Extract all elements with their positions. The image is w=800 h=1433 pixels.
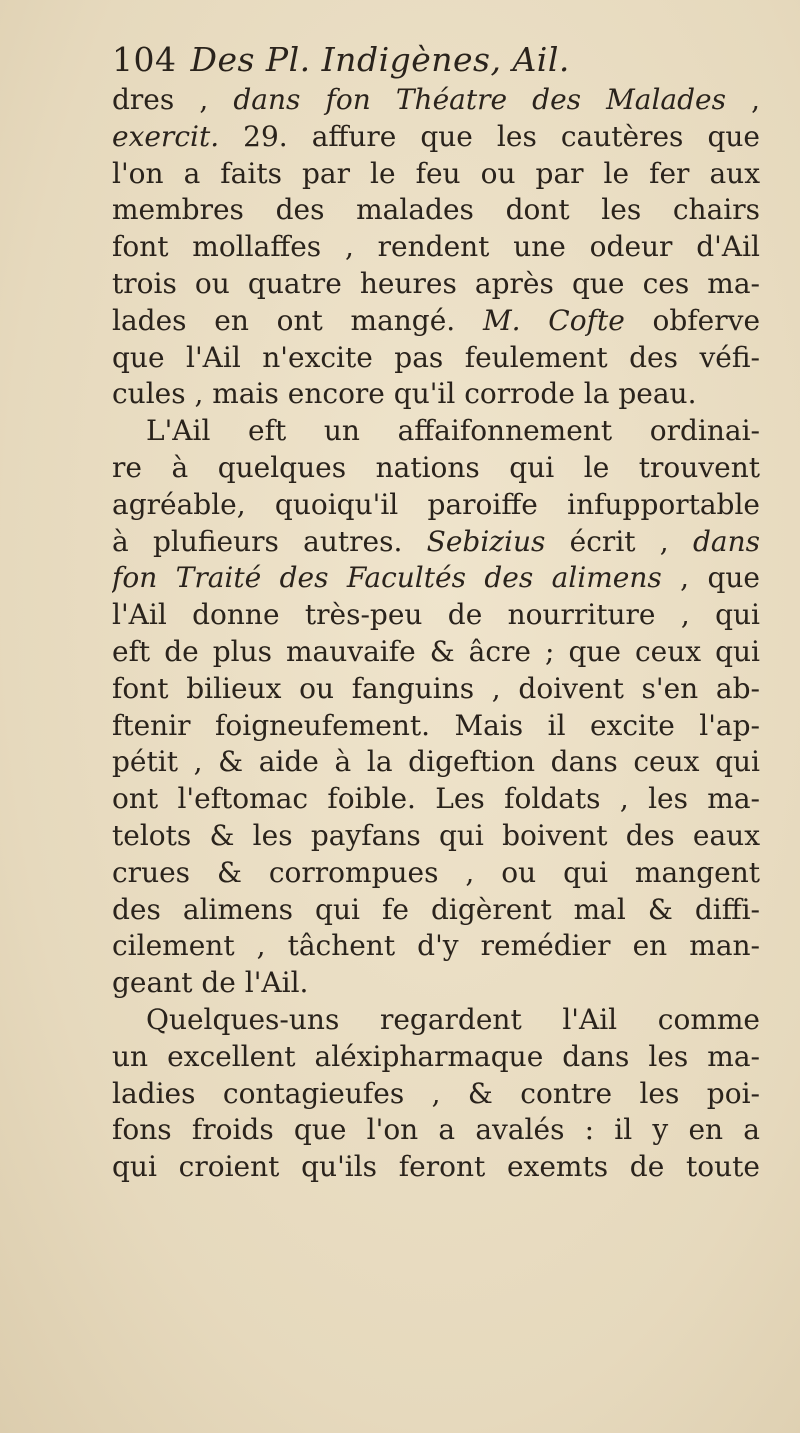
text-block — [112, 82, 760, 1186]
running-title: Des Pl. Indigènes, Ail. — [190, 40, 570, 79]
text-run: l'Ail donne très-peu de nourriture , qui — [112, 598, 760, 632]
text-line — [112, 671, 760, 708]
text-line — [112, 597, 760, 634]
text-line — [112, 928, 760, 965]
text-run: font mollaffes , rendent une odeur d'Ail — [112, 230, 760, 264]
text-line — [112, 1039, 760, 1076]
text-run: cules , mais encore qu'il corrode la peau. — [112, 377, 697, 411]
italic-text: fon Traité des Facultés des alimens — [112, 561, 662, 595]
text-line — [112, 413, 760, 450]
text-run: lades en ont mangé. — [112, 303, 483, 337]
text-line — [112, 1112, 760, 1149]
text-line — [112, 781, 760, 818]
text-line — [112, 266, 760, 303]
text-line — [112, 487, 760, 524]
text-line — [112, 855, 760, 892]
text-run: fons froids que l'on a avalés : il y en a — [112, 1113, 760, 1147]
text-line — [112, 1149, 760, 1186]
text-run: agréable, quoiqu'il paroiffe infupportable — [112, 487, 760, 521]
text-run: eft de plus mauvaife & âcre ; que ceux qui — [112, 634, 760, 668]
italic-text: Sebizius — [426, 524, 546, 558]
text-run: l'on a faits par le feu ou par le fer aux — [112, 156, 760, 190]
text-run: que l'Ail n'excite pas feulement des véfi- — [112, 340, 760, 374]
text-line — [112, 524, 760, 561]
text-line — [112, 708, 760, 745]
text-run: écrit , — [545, 524, 693, 558]
italic-text: dans fon Théatre des Malades — [233, 83, 726, 116]
text-run: un excellent aléxipharmaque dans les ma- — [112, 1039, 760, 1073]
text-line — [112, 82, 760, 119]
text-run: L'Ail eft un affaifonnement ordinai- — [146, 414, 760, 448]
text-run: , que — [661, 561, 760, 595]
text-run: dres , — [112, 83, 234, 116]
text-run: ladies contagieufes , & contre les poi- — [112, 1076, 760, 1110]
text-line — [112, 156, 760, 193]
text-line — [112, 119, 760, 156]
text-line — [112, 818, 760, 855]
italic-text: exercit. — [112, 119, 220, 153]
text-run: à plufieurs autres. — [112, 524, 427, 558]
text-run: font bilieux ou fanguins , doivent s'en ab- — [112, 671, 760, 705]
text-line — [112, 560, 760, 597]
text-run: telots & les payfans qui boivent des eaux — [112, 818, 760, 852]
text-line — [112, 892, 760, 929]
text-run: membres des malades dont les chairs — [112, 193, 760, 227]
text-line — [112, 1002, 760, 1039]
text-run: cilement , tâchent d'y remédier en man- — [112, 929, 760, 963]
italic-text: dans — [692, 524, 760, 558]
text-line — [112, 744, 760, 781]
text-run: des alimens qui fe digèrent mal & diffi- — [112, 892, 760, 926]
text-run: crues & corrompues , ou qui mangent — [112, 855, 760, 889]
text-line — [112, 303, 760, 340]
text-run: 29. affure que les cautères que — [219, 119, 760, 153]
text-run: Quelques-uns regardent l'Ail comme — [146, 1002, 760, 1036]
text-run: qui croient qu'ils feront exemts de toute — [112, 1150, 760, 1184]
text-line — [112, 192, 760, 229]
text-run: trois ou quatre heures après que ces ma- — [112, 266, 760, 300]
text-run: re à quelques nations qui le trouvent — [112, 450, 760, 484]
text-line — [112, 965, 760, 1002]
running-head — [112, 38, 760, 82]
page-number: 104 — [112, 40, 177, 79]
text-run: , — [726, 83, 760, 116]
text-run: ont l'eftomac foible. Les foldats , les ma- — [112, 782, 760, 816]
text-line — [112, 634, 760, 671]
text-run: obferve — [624, 303, 760, 337]
text-line — [112, 450, 760, 487]
text-run: pétit , & aide à la digeftion dans ceux qui — [112, 745, 760, 779]
text-run: ftenir foigneufement. Mais il excite l'ap- — [112, 708, 760, 742]
text-line — [112, 229, 760, 266]
text-run: geant de l'Ail. — [112, 966, 309, 1000]
text-line — [112, 376, 760, 413]
italic-text: M. Cofte — [482, 303, 625, 337]
text-line — [112, 340, 760, 377]
text-line — [112, 1076, 760, 1113]
